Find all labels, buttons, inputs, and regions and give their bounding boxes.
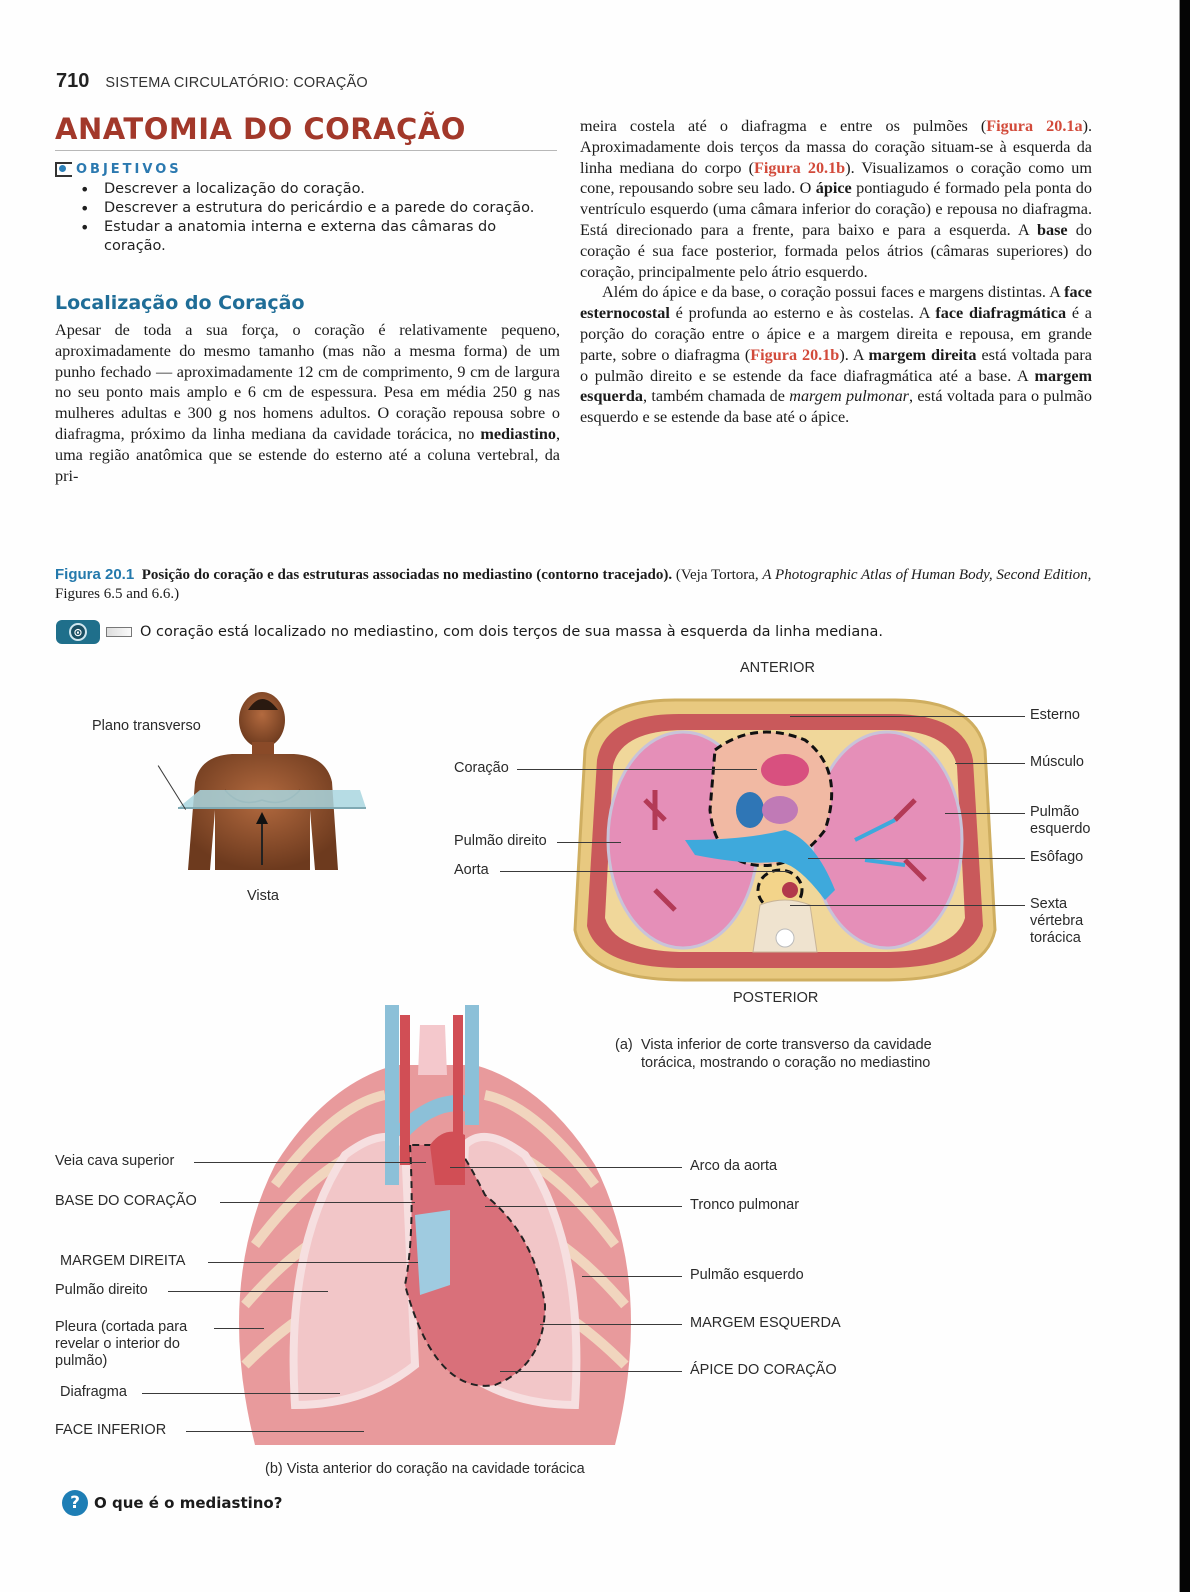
label-anterior: ANTERIOR [740, 660, 815, 676]
label-aorta: Aorta [454, 862, 489, 878]
text-run: ). Visualizamos o coração como um cone, repousando sobre seu lado. O [580, 158, 1092, 198]
term-margem-esquerda: margem esquerda [580, 366, 1092, 406]
transverse-section-illustration [555, 690, 1015, 990]
label-pulmao-direito-b: Pulmão direito [55, 1282, 148, 1298]
term-margem-direita: margem direita [868, 345, 977, 364]
term-face-diafragmatica: face diafragmática [935, 304, 1067, 323]
leader-line [450, 1167, 682, 1168]
leader-line [194, 1162, 426, 1163]
figure-title: Posição do coração e das estruturas associadas no mediastino (contorno tracejado). [141, 567, 673, 583]
objective-item: • Descrever a localização do coração. [80, 180, 560, 199]
text-run: , Figures 6.5 and 6.6.) [55, 567, 1092, 602]
anterior-heart-illustration [215, 985, 655, 1455]
body-text-left-column [55, 320, 560, 486]
checkpoint-question [62, 1490, 282, 1516]
label-veia-cava-superior: Veia cava superior [55, 1153, 175, 1169]
paragraph [580, 116, 1092, 282]
label-margem-direita: MARGEM DIREITA [60, 1253, 186, 1269]
leader-line [808, 858, 1025, 859]
page-edge-black-border [1180, 0, 1190, 1592]
label-pulmao-direito: Pulmão direito [454, 833, 547, 849]
text-run: ). Aproximadamente dois terços da massa do coração situam-se à esquerda da linha mediana do corpo ( [580, 117, 1092, 177]
panel-a-caption [615, 1036, 975, 1072]
label-diafragma: Diafragma [60, 1384, 127, 1400]
leader-line [220, 1202, 415, 1203]
text-run: pontiagudo é formado pela ponta do ventrículo esquerdo (uma câmara inferior do coração) e repousa no diafragma. Está direcionado para a frente, para baixo e para a esquerda. A [580, 179, 1092, 239]
label-pleura: Pleura (cortada para revelar o interior do pulmão) [55, 1319, 188, 1369]
key-concept-text: O coração está localizado no mediastino, com dois terços de sua massa à esquerda da linha mediana. [140, 624, 883, 640]
label-pulmao-esquerdo: Pulmão esquerdo [1030, 804, 1091, 837]
leader-line [955, 763, 1025, 764]
objective-item: • Estudar a anatomia interna e externa das câmaras do coração. [80, 218, 560, 256]
label-pulmao-esquerdo-b: Pulmão esquerdo [690, 1267, 804, 1283]
figure-caption [55, 565, 1095, 604]
figure-link-20-1b[interactable]: Figura 20.1b [754, 158, 846, 177]
label-plano-transverso: Plano transverso [92, 718, 201, 734]
leader-line [142, 1393, 340, 1394]
text-run: (Veja Tortora, [672, 567, 763, 583]
text-run: do coração é sua face posterior, formada pelos átrios (câmaras superiores) do coração, principalmente pelo átrio esquerdo. [580, 220, 1092, 281]
leader-line [790, 716, 1025, 717]
leader-line [168, 1291, 328, 1292]
leader-line [500, 1371, 682, 1372]
question-text: O que é o mediastino? [94, 1494, 283, 1512]
term-base: base [1037, 220, 1068, 239]
text-run: ). A [839, 345, 869, 364]
paragraph [55, 320, 560, 486]
label-esofago: Esôfago [1030, 849, 1084, 865]
label-esterno: Esterno [1030, 707, 1080, 723]
running-header [56, 70, 368, 93]
question-icon: ? [62, 1490, 88, 1516]
leader-line [485, 1206, 682, 1207]
label-face-inferior: FACE INFERIOR [55, 1422, 167, 1438]
label-coracao: Coração [454, 760, 509, 776]
panel-a-caption-text: Vista inferior de corte transverso da cavidade torácica, mostrando o coração no mediastino [641, 1037, 932, 1071]
paragraph [580, 282, 1092, 428]
label-musculo: Músculo [1030, 754, 1084, 770]
title-divider [55, 150, 557, 151]
objectives-label: OBJETIVOS [76, 162, 182, 177]
panel-a-tag: (a) [615, 1037, 633, 1053]
text-run: , está voltada para o pulmão esquerdo e se estende da base até o ápice. [580, 387, 1092, 427]
label-tronco-pulmonar: Tronco pulmonar [690, 1197, 800, 1213]
atlas-reference: A Photographic Atlas of Human Body, Second Edition [762, 567, 1088, 583]
text-run: está voltada para o pulmão direito e se estende da face diafragmática até a base. A [580, 345, 1092, 385]
leader-line [186, 1431, 364, 1432]
text-run: , uma região anatômica que se estende do esterno até a coluna vertebral, da pri- [55, 424, 560, 485]
leader-line [540, 1324, 682, 1325]
key-concept [56, 620, 883, 644]
figure-link-20-1b[interactable]: Figura 20.1b [750, 345, 840, 364]
leader-line [517, 769, 757, 770]
label-sexta-vertebra-toracica: Sexta vértebra torácica [1030, 896, 1084, 946]
figure-number: Figura 20.1 [55, 566, 135, 583]
label-posterior: POSTERIOR [733, 990, 819, 1006]
objective-item: • Descrever a estrutura do pericárdio e a parede do coração. [80, 199, 560, 218]
page-number: 710 [56, 70, 90, 92]
leader-line [945, 813, 1025, 814]
label-base-do-coracao: BASE DO CORAÇÃO [55, 1193, 197, 1209]
key-concept-icon: ⊙ [56, 620, 100, 644]
term-margem-pulmonar: margem pulmonar [789, 387, 909, 406]
chapter-title: SISTEMA CIRCULATÓRIO: CORAÇÃO [105, 75, 368, 91]
leader-line [500, 871, 790, 872]
leader-line [557, 842, 621, 843]
text-run: é a porção do coração entre o ápice e a margem direita e repousa, em grande parte, sobre o diafragma ( [580, 304, 1092, 364]
text-run: é profunda ao esterno e às costelas. A [669, 304, 936, 323]
leader-line [214, 1328, 264, 1329]
objectives-icon [55, 162, 72, 177]
leader-line [582, 1276, 682, 1277]
leader-line [208, 1262, 418, 1263]
body-text-right-column [580, 116, 1092, 428]
objectives-header [55, 162, 182, 177]
label-apice-do-coracao: ÁPICE DO CORAÇÃO [690, 1362, 837, 1378]
text-run: , também chamada de [642, 387, 790, 406]
text-run: Apesar de toda a sua força, o coração é relativamente pequeno, aproximadamente do mesmo tamanho (mas não a mesma forma) de um punho fechado — aproximadamente 12 cm de comprimento, 9 cm de largura no seu ponto mais amplo e 6 cm de espessura. Pesa em média 250 g nas mulheres adultas e 300 g nos homens adultos. O coração repousa sobre o diafragma, próximo da linha mediana da cavidade torácica, no [55, 321, 560, 443]
page-title: ANATOMIA DO CORAÇÃO [55, 112, 466, 146]
label-vista: Vista [247, 888, 279, 904]
term-apice: ápice [815, 179, 852, 198]
text-run: meira costela até o diafragma e entre os pulmões ( [580, 117, 987, 135]
label-arco-da-aorta: Arco da aorta [690, 1158, 778, 1174]
key-concept-bar-icon [106, 627, 132, 637]
figure-link-20-1a[interactable]: Figura 20.1a [986, 117, 1083, 135]
section-heading: Localização do Coração [55, 292, 305, 314]
panel-b-caption: (b) Vista anterior do coração na cavidade torácica [265, 1461, 585, 1477]
objectives-list [80, 180, 560, 256]
term-mediastino: mediastino [480, 424, 556, 443]
leader-line [790, 905, 1025, 906]
label-margem-esquerda: MARGEM ESQUERDA [690, 1315, 841, 1331]
term-face-esternocostal: face esternocostal [580, 283, 1092, 323]
text-run: Além do ápice e da base, o coração possui faces e margens distintas. A [602, 283, 1065, 302]
